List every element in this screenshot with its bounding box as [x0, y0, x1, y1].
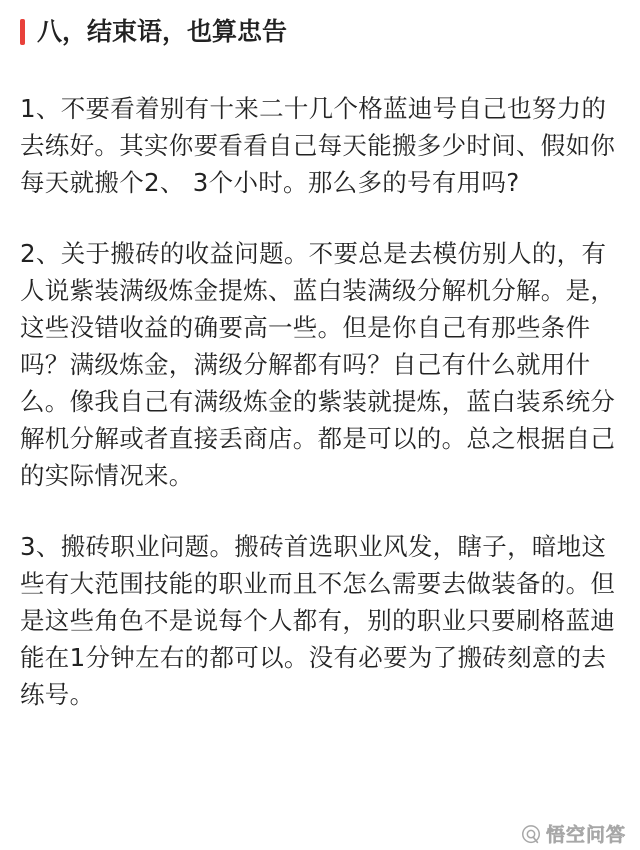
- chat-bubble-icon: [520, 824, 542, 846]
- paragraph-3: 3、搬砖职业问题。搬砖首选职业风发，瞎子，暗地这些有大范围技能的职业而且不怎么需要去做装备的。但是这些角色不是说每个人都有，别的职业只要刷格蓝迪能在1分钟左右的都可以。没有必要为了搬砖刻意的去练号。: [20, 532, 616, 709]
- paragraph-1: 1、不要看着别有十来二十几个格蓝迪号自己也努力的去练好。其实你要看看自己每天能搬多少时间、假如你每天就搬个2、 3个小时。那么多的号有用吗?: [20, 94, 616, 197]
- watermark-text: 悟空问答: [545, 824, 626, 846]
- watermark: [520, 824, 626, 846]
- article-page: [0, 6, 640, 850]
- paragraph-2: 2、关于搬砖的收益问题。不要总是去模仿别人的，有人说紫装满级炼金提炼、蓝白装满级分解机分解。是，这些没错收益的确要高一些。但是你自己有那些条件吗？满级炼金，满级分解都有吗？自己有什么就用什么。像我自己有满级炼金的紫装就提炼，蓝白装系统分解机分解或者直接丢商店。都是可以的。总之根据自己的实际情况来。: [20, 239, 616, 490]
- heading-accent-bar: [20, 19, 25, 45]
- section-title: 八，结束语，也算忠告: [37, 17, 288, 46]
- section-heading: [20, 6, 618, 58]
